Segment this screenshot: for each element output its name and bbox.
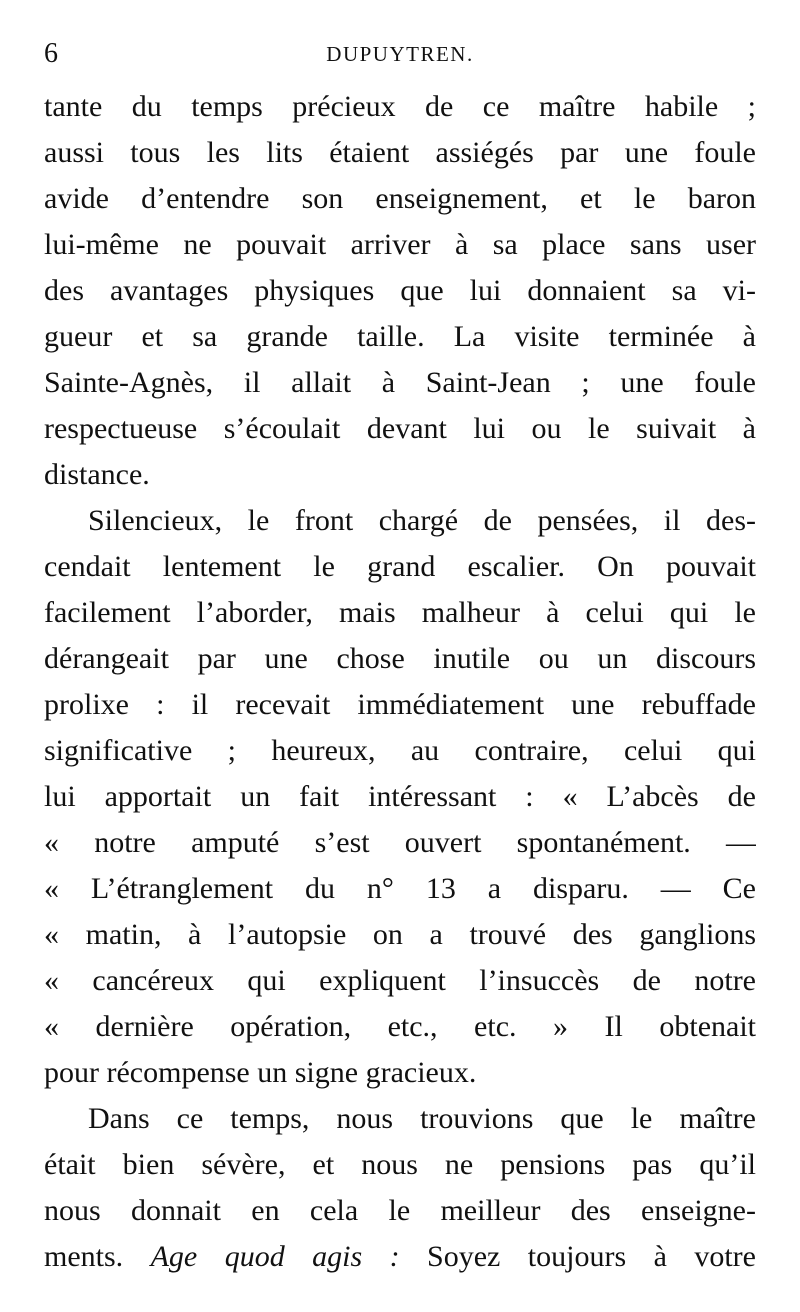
text-line: tante du temps précieux de ce maître habile ; xyxy=(44,90,756,123)
text-line: nous donnait en cela le meilleur des enseigne- xyxy=(44,1194,756,1227)
text-line: « notre amputé s’est ouvert spontanément. — xyxy=(44,826,756,859)
running-title: DUPUYTREN. xyxy=(326,42,474,66)
text-line: Dans ce temps, nous trouvions que le maître xyxy=(88,1102,756,1135)
text-line: facilement l’aborder, mais malheur à celui qui le xyxy=(44,596,756,629)
text-line: respectueuse s’écoulait devant lui ou le suivait à xyxy=(44,412,756,445)
text-line: « matin, à l’autopsie on a trouvé des ganglions xyxy=(44,918,756,951)
text-line: des avantages physiques que lui donnaient sa vi- xyxy=(44,274,756,307)
body-text xyxy=(44,84,756,1280)
text-line: lui apportait un fait intéressant : « L’abcès de xyxy=(44,780,756,813)
text-line: significative ; heureux, au contraire, celui qui xyxy=(44,734,756,767)
text-line: cendait lentement le grand escalier. On pouvait xyxy=(44,550,756,583)
page-number: 6 xyxy=(44,38,58,69)
text-line: pour récompense un signe gracieux. xyxy=(44,1056,477,1089)
text-line: Silencieux, le front chargé de pensées, il des- xyxy=(88,504,756,537)
running-header xyxy=(44,34,756,74)
text-line: était bien sévère, et nous ne pensions pas qu’il xyxy=(44,1148,756,1181)
text-line: « dernière opération, etc., etc. » Il obtenait xyxy=(44,1010,756,1043)
final-line-start: ments. xyxy=(44,1240,151,1273)
text-line: avide d’entendre son enseignement, et le baron xyxy=(44,182,756,215)
text-line: Sainte-Agnès, il allait à Saint-Jean ; une foule xyxy=(44,366,756,399)
text-line: gueur et sa grande taille. La visite terminée à xyxy=(44,320,756,353)
final-line-end: Soyez toujours à votre xyxy=(399,1240,756,1273)
text-line-final xyxy=(44,1234,756,1280)
text-line: dérangeait par une chose inutile ou un discours xyxy=(44,642,756,675)
text-line: prolixe : il recevait immédiatement une rebuffade xyxy=(44,688,756,721)
text-line: « cancéreux qui expliquent l’insuccès de notre xyxy=(44,964,756,997)
latin-quote: Age quod agis : xyxy=(150,1240,400,1273)
text-line: lui-même ne pouvait arriver à sa place sans user xyxy=(44,228,756,261)
text-line: aussi tous les lits étaient assiégés par une foule xyxy=(44,136,756,169)
text-line: « L’étranglement du n° 13 a disparu. — Ce xyxy=(44,872,756,905)
text-line: distance. xyxy=(44,458,150,491)
